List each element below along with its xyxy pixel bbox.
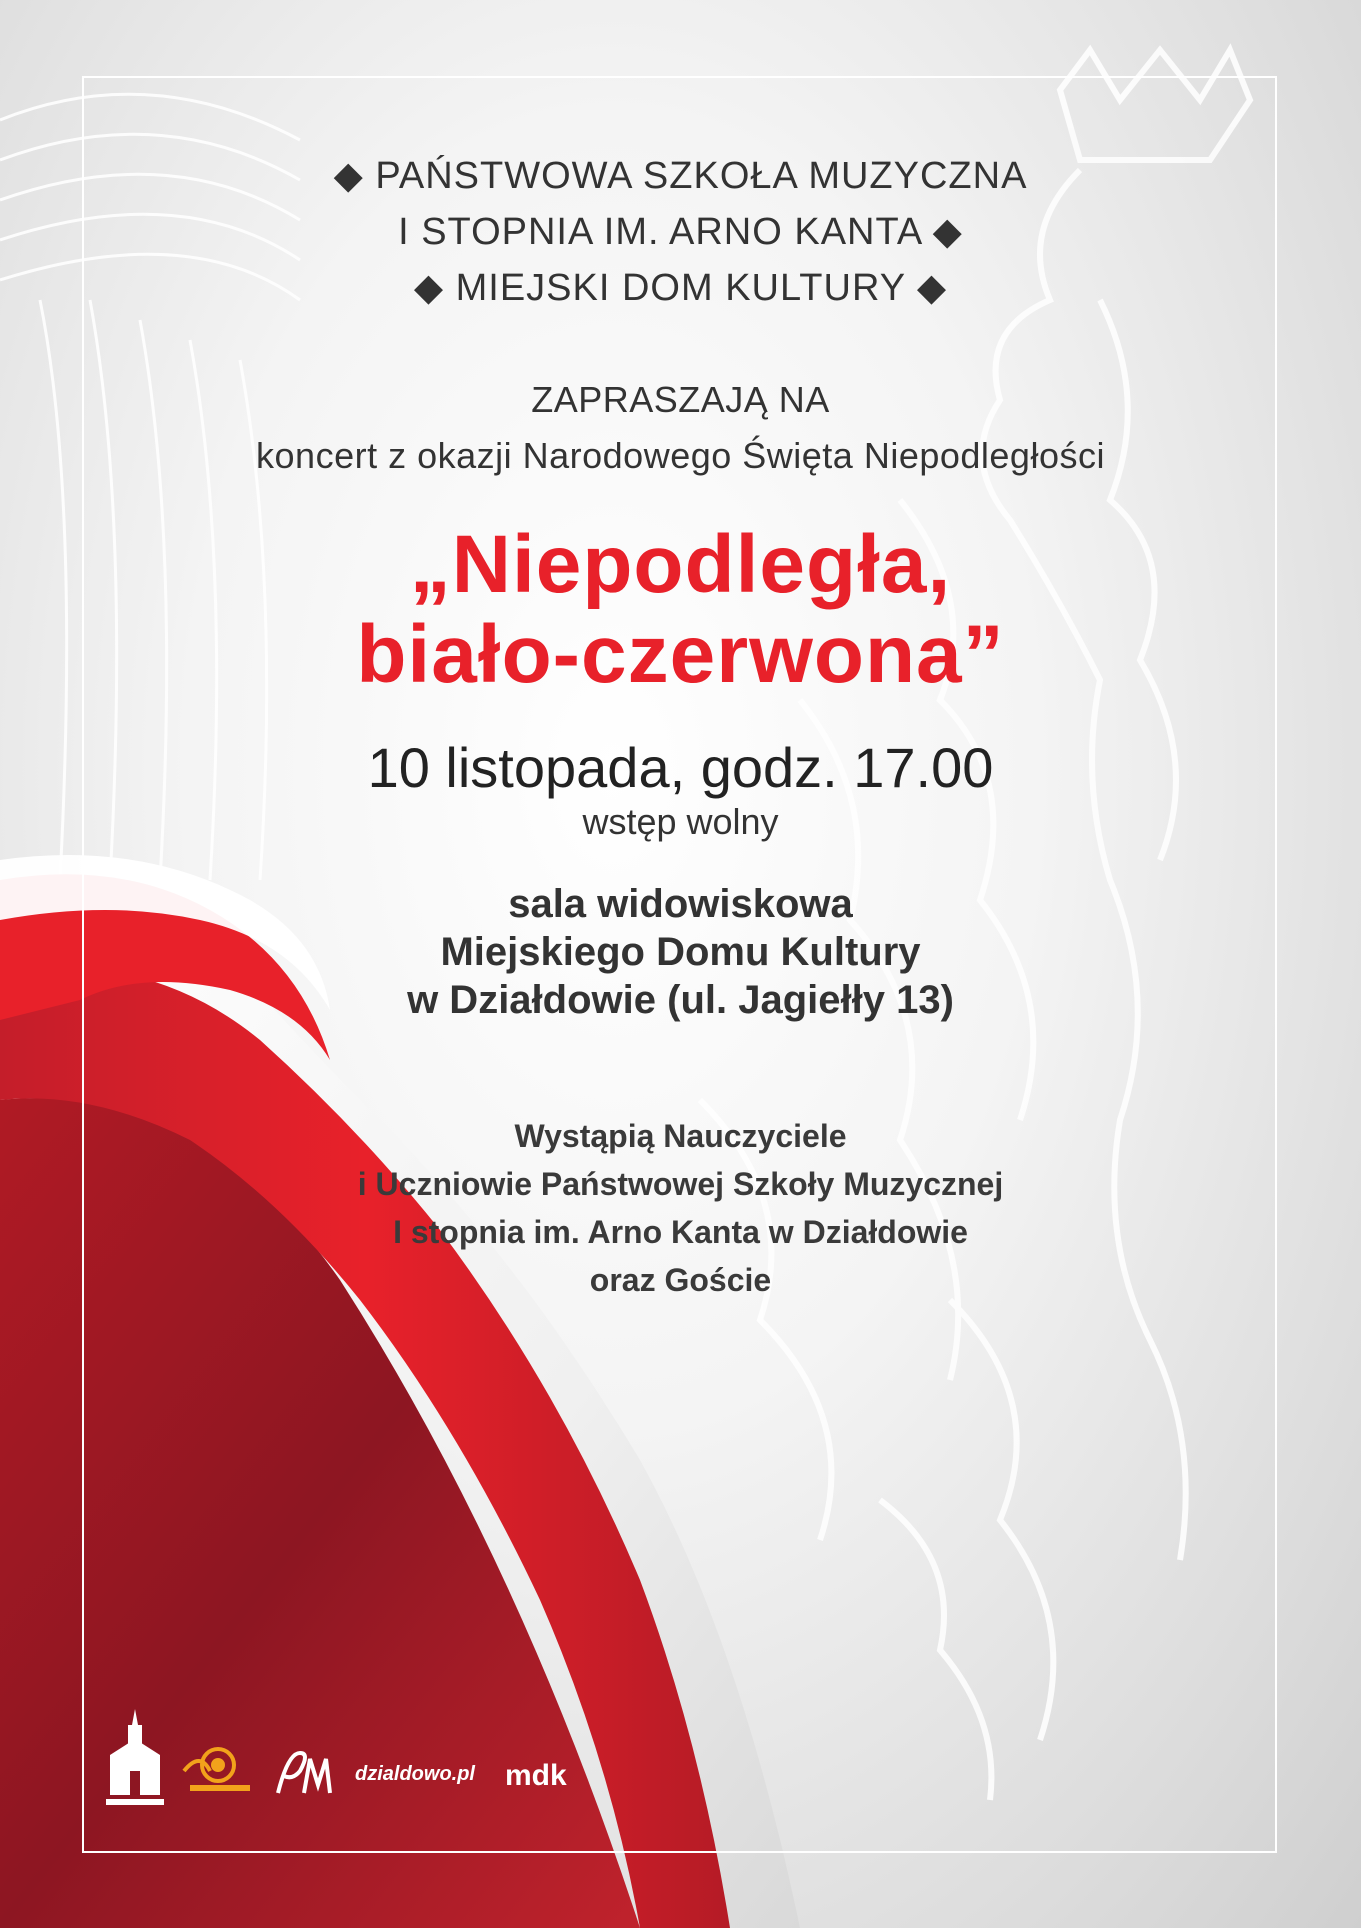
performers-line-3: I stopnia im. Arno Kanta w Działdowie (393, 1214, 968, 1250)
sponsor-logos (100, 1705, 620, 1815)
entry-info: wstęp wolny (582, 801, 779, 842)
invitation-line-1: ZAPRASZAJĄ NA (531, 379, 830, 420)
pm-logo (270, 1745, 340, 1800)
event-date: 10 listopada, godz. 17.00 (367, 736, 994, 799)
venue-line-3: w Działdowie (ul. Jagiełły 13) (407, 978, 954, 1022)
city-crest-logo (100, 1705, 170, 1815)
concert-title (0, 520, 1361, 700)
title-line-1: „Niepodległa, (409, 519, 952, 610)
organizer-line-3: ◆ MIEJSKI DOM KULTURY ◆ (413, 267, 948, 309)
performers-line-4: oraz Goście (589, 1262, 772, 1298)
organizers-block (0, 148, 1361, 316)
title-line-2: biało-czerwona” (356, 609, 1005, 700)
citizens-logo (180, 1741, 260, 1801)
performers-line-2: i Uczniowie Państwowej Szkoły Muzycznej (357, 1166, 1004, 1202)
venue-block (0, 880, 1361, 1024)
invitation-line-2: koncert z okazji Narodowego Święta Niepodległości (256, 435, 1105, 476)
mdk-logo: mdk (505, 1759, 567, 1792)
performers-block (0, 1112, 1361, 1304)
dzialdowo-pl-logo: dzialdowo.pl (355, 1763, 475, 1785)
venue-line-1: sala widowiskowa (508, 882, 853, 926)
organizer-line-2: I STOPNIA IM. ARNO KANTA ◆ (398, 211, 963, 253)
venue-line-2: Miejskiego Domu Kultury (440, 930, 921, 974)
invitation-block (0, 372, 1361, 484)
organizer-line-1: ◆ PAŃSTWOWA SZKOŁA MUZYCZNA (333, 155, 1028, 197)
performers-line-1: Wystąpią Nauczyciele (514, 1118, 847, 1154)
